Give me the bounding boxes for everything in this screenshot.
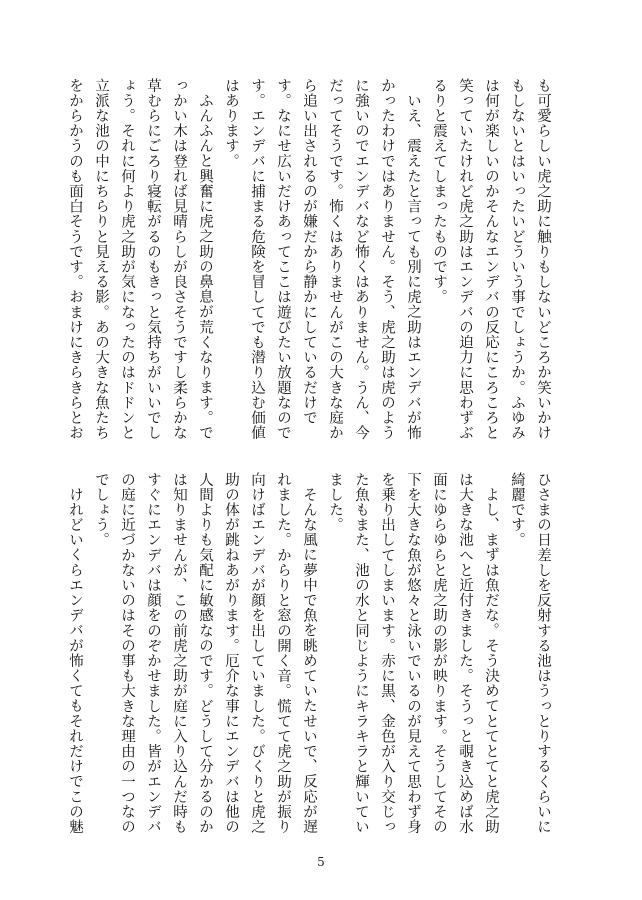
paragraph: そんな風に夢中で魚を眺めていたせいで、反応が遅れました。からりと窓の開く音。慌てて虎之助が振り向けばエンデバが顔を出していました。びくりと虎之助の体が跳ねあがります。厄介な事にエンデバは他の人間よりも気配に敏感なのです。どうして分かるのかは知りませんが、この前虎之助が庭に入り込んだ時もすぐにエンデバは顔をのぞかせました。皆がエンデバの庭に近づかないのはその事も大きな理由の一つなのでしょう。 <box>93 472 317 835</box>
paragraph: ひさまの日差しを反射する池はうっとりするくらいに綺麗です。 <box>509 472 551 835</box>
upper-text-block <box>67 78 556 442</box>
lower-text-block <box>67 472 556 836</box>
page-number: 5 <box>317 855 325 869</box>
paragraph: けれどいくらエンデバが怖くてもそれだけでこの魅 <box>67 486 83 834</box>
paragraph: ふんふんと興奮に虎之助の鼻息が荒くなります。でっかい木は登れば見晴らしが良さそうですし柔らかな草むらにごろり寝転がるのもきっと気持ちがいいでしょう。それに何より虎之助が気になったのはドドンと立派な池の中にちらりと見える影。あの大きな魚たちをからかうのも面白そうです。おまけにきらきらとお <box>67 78 213 441</box>
paragraph: よし、まずは魚だな。そう決めてとてとてと虎之助は大きな池へと近付きました。そうっと覗き込めば水面にゆらゆらと虎之助の影が映ります。そうしてその下を大きな魚が悠々と泳いでいるのが見えて思わず身を乗り出してしまいます。赤に黒、金色が入り交じった魚もまた、池の水と同じようにキラキラと輝いていました。 <box>327 472 499 835</box>
paragraph: も可愛らしい虎之助に触りもしないどころか笑いかけもしないとはいったいどういう事でしょうか。ふゆみは何が楽しいのかそんなエンデバの反応にころころと笑っていたけれど虎之助はエンデバの迫力に思わずぶるりと震えてしまったものです。 <box>431 78 551 441</box>
paragraph: いえ、震えたと言っても別に虎之助はエンデバが怖かったわけではありません。そう、虎之助は虎のように強いのでエンデバなど怖くはありません。うん、今だってそうです。怖くはありませんがこの大きな庭から追い出されるのが嫌だから静かにしているだけです。なにせ広いだけあってここは遊びたい放題なのです。エンデバに捕まる危険を冒してでも潜り込む価値はあります。 <box>223 78 421 441</box>
